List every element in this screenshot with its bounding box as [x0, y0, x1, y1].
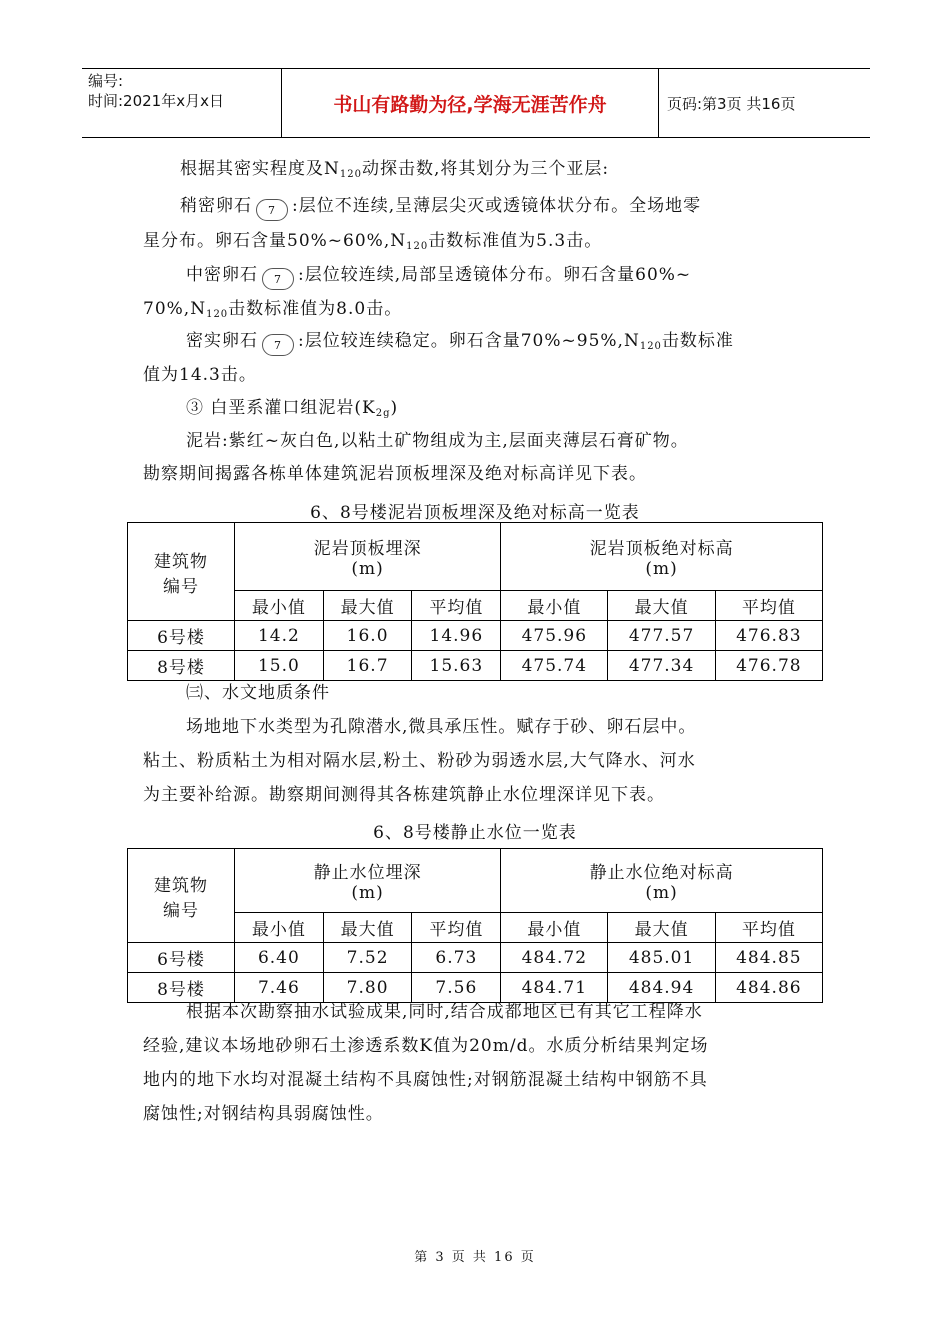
table-cell: 8号楼: [128, 651, 235, 681]
paragraph-medium-dense-cont: $70\%,N_{120}$击数标准值为8.0击。: [143, 299, 403, 320]
paragraph-groundwater: 场地地下水类型为孔隙潜水,微具承压性。赋存于砂、卵石层中。: [186, 717, 697, 737]
paragraph-dense: 密实卵石 7 :层位较连续稳定。卵石含量$70\%\sim 95\%,N_{120}$击数标准: [186, 325, 866, 363]
table-cell: 6号楼: [128, 943, 235, 973]
paragraph-medium-dense: 中密卵石 7 :层位较连续,局部呈透镜体分布。卵石含量60%~: [186, 259, 866, 292]
page-header: [82, 68, 870, 138]
time-label: 时间:2021年x月x日: [88, 92, 224, 110]
table-cell: 6.73: [412, 943, 501, 973]
table-cell: 477.57: [608, 621, 715, 651]
paragraph-mudstone: 泥岩:紫红~灰白色,以粘土矿物组成为主,层面夹薄层石膏矿物。: [186, 431, 689, 451]
table-cell: 485.01: [608, 943, 715, 973]
table-cell: 14.2: [235, 621, 324, 651]
table-row: [128, 651, 823, 681]
sub-header: 最大值: [608, 913, 715, 943]
depth-header: 泥岩顶板埋深 (m): [235, 523, 501, 591]
sub-header: 最大值: [323, 913, 412, 943]
number-label: 编号:: [88, 72, 124, 90]
layer-marker: 7: [256, 199, 288, 221]
paragraph-permeability-cont1: 经验,建议本场地砂卵石土渗透系数K值为20m/d。水质分析结果判定场: [143, 1036, 709, 1056]
paragraph-mudstone-cont: 勘察期间揭露各栋单体建筑泥岩顶板埋深及绝对标高详见下表。: [143, 464, 647, 484]
header-meta: [82, 69, 282, 137]
table-cell: 8号楼: [128, 973, 235, 1003]
table-cell: 484.72: [501, 943, 608, 973]
header-page-label: 页码:第3页 共16页: [667, 94, 796, 113]
header-motto: 书山有路勤为径,学海无涯苦作舟: [282, 69, 659, 137]
depth-header: 静止水位埋深 (m): [235, 849, 501, 913]
table-cell: 7.46: [235, 973, 324, 1003]
section-hydrogeology-heading: ㈢、水文地质条件: [186, 683, 330, 703]
paragraph-permeability-cont2: 地内的地下水均对混凝土结构不具腐蚀性;对钢筋混凝土结构中钢筋不具: [143, 1070, 708, 1090]
table-cell: 7.56: [412, 973, 501, 1003]
paragraph-cretaceous: ③ 白垩系灌口组泥岩$(K_{2g})$: [186, 398, 399, 419]
table-cell: 476.78: [715, 651, 822, 681]
table-cell: 476.83: [715, 621, 822, 651]
elevation-header: 泥岩顶板绝对标高 (m): [501, 523, 823, 591]
elevation-header: 静止水位绝对标高 (m): [501, 849, 823, 913]
table-cell: 16.0: [323, 621, 412, 651]
paragraph-sublayers: 根据其密实程度及$N_{120}$动探击数,将其划分为三个亚层:: [180, 159, 610, 180]
building-header: 建筑物 编号: [128, 523, 235, 621]
table2-caption: 6、8号楼静止水位一览表: [373, 823, 577, 843]
sub-header: 平均值: [715, 913, 822, 943]
water-level-table: [127, 848, 823, 1003]
sub-header: 平均值: [412, 913, 501, 943]
table-row: [128, 621, 823, 651]
mudstone-table: [127, 522, 823, 681]
sub-header: 最大值: [323, 591, 412, 621]
table-cell: 15.63: [412, 651, 501, 681]
table-cell: 484.86: [715, 973, 822, 1003]
sub-header: 平均值: [412, 591, 501, 621]
layer-marker: 7: [262, 334, 294, 356]
table-cell: 484.94: [608, 973, 715, 1003]
paragraph-slightly-dense-cont: 星分布。卵石含量$50\%\sim 60\%,N_{120}$击数标准值为5.3击。: [143, 231, 603, 252]
table-cell: 477.34: [608, 651, 715, 681]
table-cell: 7.52: [323, 943, 412, 973]
table-cell: 475.96: [501, 621, 608, 651]
table-cell: 475.74: [501, 651, 608, 681]
sub-header: 最大值: [608, 591, 715, 621]
table1-caption: 6、8号楼泥岩顶板埋深及绝对标高一览表: [310, 503, 640, 523]
table-cell: 16.7: [323, 651, 412, 681]
table-cell: 6号楼: [128, 621, 235, 651]
sub-header: 最小值: [235, 591, 324, 621]
sub-header: 平均值: [715, 591, 822, 621]
paragraph-slightly-dense: 稍密卵石 7 :层位不连续,呈薄层尖灭或透镜体状分布。全场地零: [180, 190, 860, 223]
table-row: [128, 943, 823, 973]
table-cell: 15.0: [235, 651, 324, 681]
sub-header: 最小值: [235, 913, 324, 943]
sub-header: 最小值: [501, 913, 608, 943]
table-cell: 7.80: [323, 973, 412, 1003]
layer-marker: 7: [262, 268, 294, 290]
page-footer: 第 3 页 共 16 页: [414, 1250, 536, 1265]
table-cell: 484.85: [715, 943, 822, 973]
paragraph-groundwater-cont2: 为主要补给源。勘察期间测得其各栋建筑静止水位埋深详见下表。: [143, 785, 665, 805]
building-header: 建筑物 编号: [128, 849, 235, 943]
paragraph-dense-cont: 值为14.3击。: [143, 365, 257, 385]
paragraph-groundwater-cont1: 粘土、粉质粘土为相对隔水层,粉土、粉砂为弱透水层,大气降水、河水: [143, 751, 696, 771]
table-cell: 14.96: [412, 621, 501, 651]
table-cell: 6.40: [235, 943, 324, 973]
paragraph-permeability-cont3: 腐蚀性;对钢结构具弱腐蚀性。: [143, 1104, 384, 1124]
table-cell: 484.71: [501, 973, 608, 1003]
sub-header: 最小值: [501, 591, 608, 621]
paragraph-permeability: 根据本次勘察抽水试验成果,同时,结合成都地区已有其它工程降水: [186, 1002, 703, 1022]
